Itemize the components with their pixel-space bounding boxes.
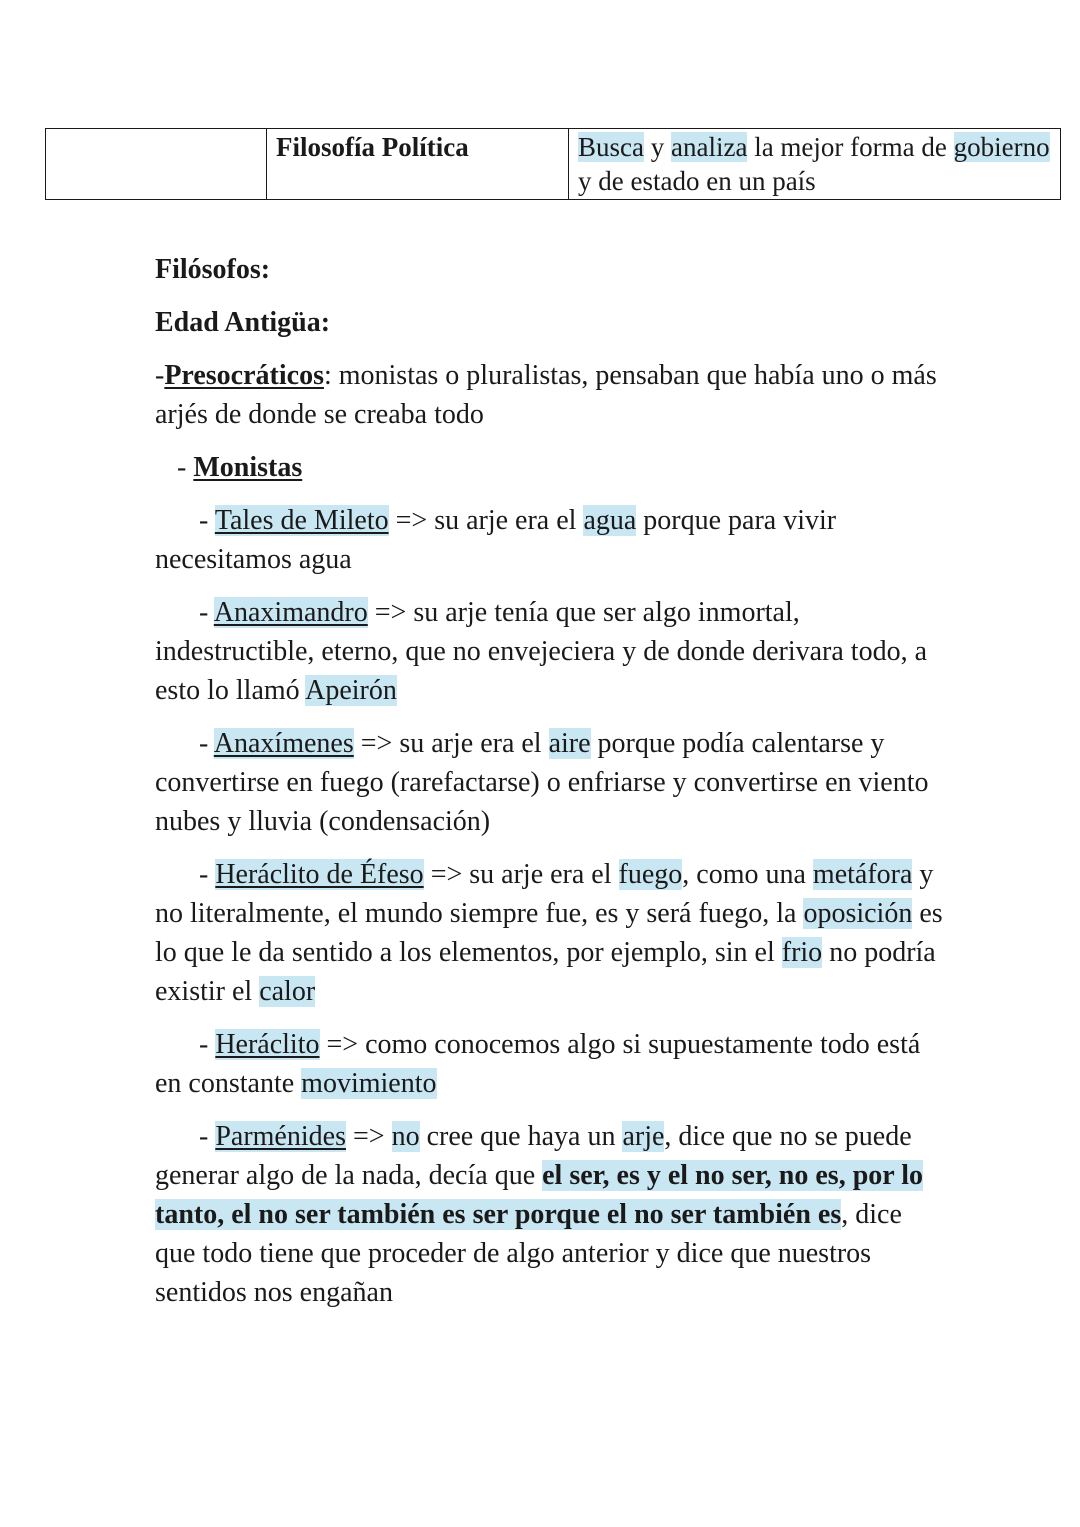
text-run: => [345,1121,392,1152]
text-run: cree que haya un [419,1121,623,1152]
dash: - [199,505,215,536]
monistas-term: Monistas [193,452,303,483]
text-run: => como conocemos algo si supuestamente todo está en constante [155,1029,921,1099]
monistas-heading [155,448,945,487]
anaximenes-name: Anaxímenes [213,728,354,759]
highlight: Apeirón [305,675,397,706]
highlight-bold: el ser, es y el no ser, no es, por lo tanto, el no ser también es ser porque el no ser también es [155,1160,923,1230]
heading-filosofos: Filósofos: [155,254,271,285]
presocraticos-term: Presocráticos [164,360,324,391]
table-cell-description [569,129,1061,200]
heraclito-name: Heráclito [215,1029,320,1060]
dash: - [177,452,194,483]
highlight: agua [583,505,637,536]
text-run: y no literalmente, el mundo siempre fue, es y será fuego, la [155,859,934,929]
text-run: => su arje era el [423,859,619,890]
highlight: gobierno [953,132,1050,162]
text-run: , como una [682,859,813,890]
notes-body [155,250,945,1326]
highlight: calor [259,976,316,1007]
text-run: , dice que todo tiene que proceder de algo anterior y dice que nuestros sentidos nos engañan [155,1199,902,1308]
highlight: Busca [578,132,644,162]
highlight: frio [781,937,823,968]
table-cell-empty [46,129,267,200]
text-run: => su arje tenía que ser algo inmortal, indestructible, eterno, que no envejeciera y de donde derivara todo, a esto lo llamó [155,597,928,706]
dash: - [199,597,214,628]
highlight: oposición [803,898,913,929]
heraclito-efeso-paragraph [155,855,945,1011]
dash: - [199,728,214,759]
tales-paragraph [155,501,945,579]
tales-name: Tales de Mileto [214,505,389,536]
text-run: es lo que le da sentido a los elementos, por ejemplo, sin el [155,898,943,968]
text-run: => su arje era el [353,728,549,759]
parmenides-name: Parménides [215,1121,346,1152]
presocraticos-paragraph [155,356,945,434]
highlight: arje [622,1121,665,1152]
table-cell-branch: Filosofía Política [267,129,569,200]
highlight: fuego [618,859,683,890]
heraclito-efeso-name: Heráclito de Éfeso [215,859,424,890]
anaximenes-paragraph [155,724,945,841]
table-row [46,129,1061,200]
parmenides-paragraph [155,1117,945,1312]
text-run: , dice que no se puede generar algo de la nada, decía que [155,1121,912,1191]
dash: - [199,1029,216,1060]
text-run: y [643,132,671,162]
highlight: analiza [670,132,748,162]
dash: - [199,859,216,890]
highlight: no [391,1121,420,1152]
highlight: movimiento [301,1068,437,1099]
highlight: metáfora [812,859,913,890]
heraclito-paragraph [155,1025,945,1103]
text-run: y de estado en un país [578,166,816,196]
text-run: porque para vivir necesitamos agua [155,505,837,575]
text-run: => su arje era el [388,505,584,536]
text-run: la mejor forma de [747,132,954,162]
text-run: no podría existir el [155,937,936,1007]
heading-edad-antigua: Edad Antigüa: [155,307,331,338]
text-run: : monistas o pluralistas, pensaban que había uno o más arjés de donde se creaba todo [155,360,937,430]
subject-table [45,128,1061,200]
text-run: porque podía calentarse y convertirse en fuego (rarefactarse) o enfriarse y convertirse en viento nubes y lluvia (condensación) [155,728,929,837]
anaximandro-name: Anaximandro [213,597,368,628]
dash: - [199,1121,216,1152]
dash: - [155,360,165,391]
highlight: aire [548,728,591,759]
anaximandro-paragraph [155,593,945,710]
